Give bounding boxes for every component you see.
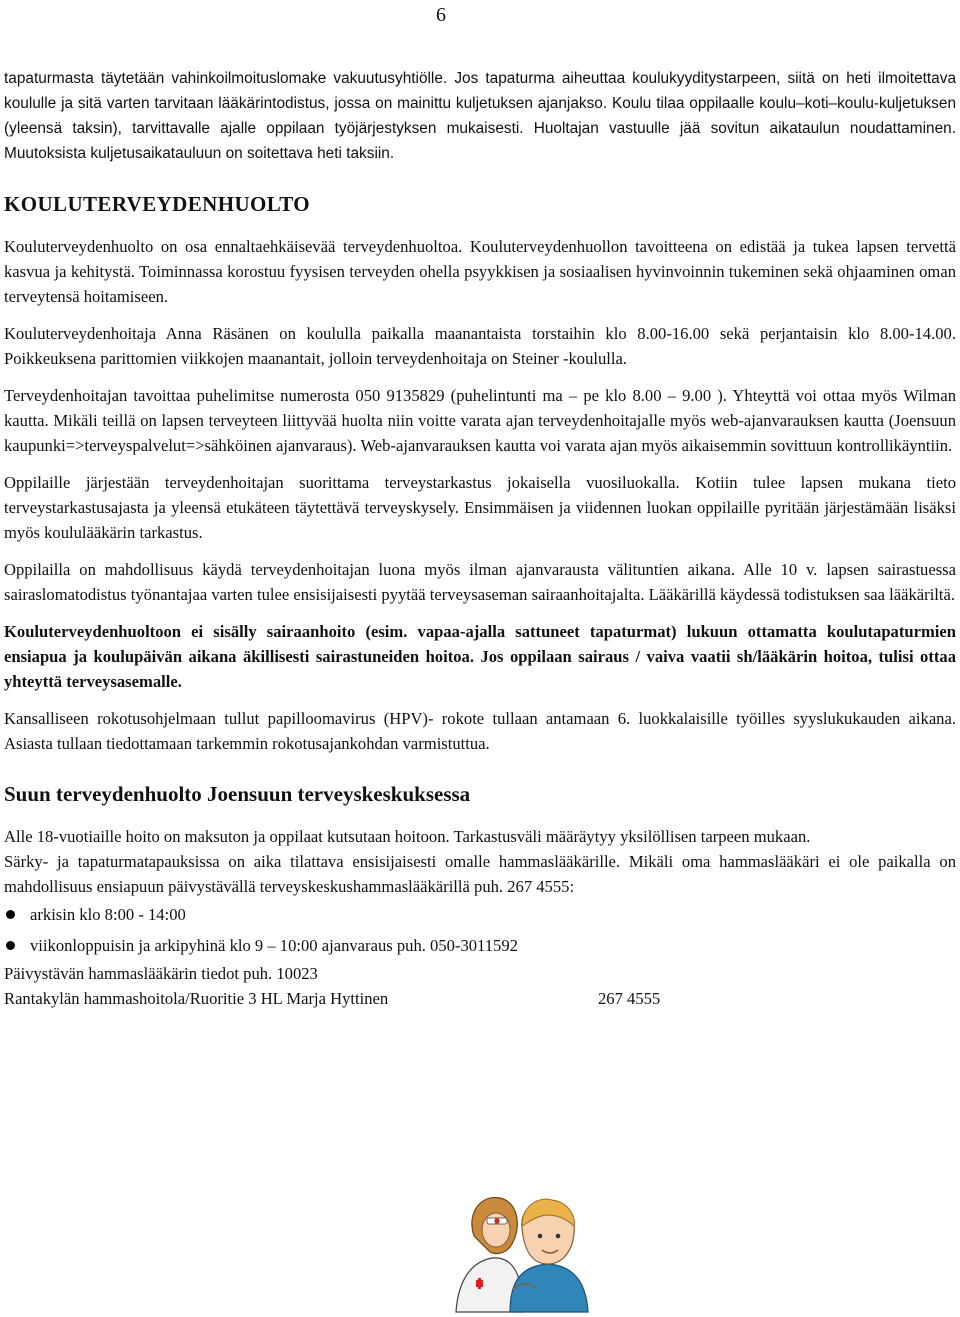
nurse-and-child-illustration (452, 1192, 592, 1314)
paragraph: Oppilaille järjestään terveydenhoitajan suorittama terveystarkastus jokaisella vuosiluokalla. Kotiin tulee lapsen mukana tieto terveystarkastusajasta ja yleensä etukäteen täytettävä terveyskysely. Ensimmäisen ja viidennen luokan oppilaille pyritään järjestämään lisäksi myös koululääkärin tarkastus. (4, 473, 956, 542)
paragraph: Terveydenhoitajan tavoittaa puhelimitse numerosta 050 9135829 (puhelintunti ma – pe klo 8.00 – 9.00 ). Yhteyttä voi ottaa myös Wilman kautta. Mikäli teillä on lapsen terveyteen liittyvää huolta niin voitte varata ajan terveydenhoitajalle myös web-ajanvarauksen kautta (Joensuun kaupunki=>terveyspalvelut=>sähköinen ajanvaraus). Web-ajanvarauksen kautta voi varata ajan myös aikaisemmin sovittuun kontrollikäyntiin. (4, 386, 956, 455)
paragraph: Alle 18-vuotiaille hoito on maksuton ja oppilaat kutsutaan hoitoon. Tarkastusväli määräytyy yksilöllisen tarpeen mukaan. (4, 827, 811, 846)
list-item: viikonloppuisin ja arkipyhinä klo 9 – 10:00 ajanvaraus puh. 050-3011592 (4, 930, 956, 961)
paragraph: Päivystävän hammaslääkärin tiedot puh. 10023 (4, 964, 318, 983)
contact-row (4, 986, 956, 1011)
list-item: arkisin klo 8:00 - 14:00 (4, 899, 956, 930)
intro-paragraph: tapaturmasta täytetään vahinkoilmoituslomake vakuutusyhtiölle. Jos tapaturma aiheuttaa koulukyyditystarpeen, siitä on heti ilmoitettava koululle ja sitä varten tarvitaan lääkärintodistus, jossa on mainittu kuljetuksen ajanjakso. Koulu tilaa oppilaalle koulu–koti–koulu-kuljetuksen (yleensä taksin), tarvittavalle ajalle oppilaan työjärjestyksen mukaisesti. Huoltajan vastuulle jää sovitun aikataulun noudattaminen. Muutoksista kuljetusaikatauluun on soitettava heti taksiin. (4, 70, 956, 162)
contact-name: Rantakylän hammashoitola/Ruoritie 3 HL Marja Hyttinen (4, 989, 389, 1008)
bullet-icon (6, 941, 15, 950)
paragraph: Kouluterveydenhoitaja Anna Räsänen on koululla paikalla maanantaista torstaihin klo 8.00-16.00 sekä perjantaisin klo 8.00-14.00. Poikkeuksena parittomien viikkojen maanantait, jolloin terveydenhoitaja on Steiner -koululla. (4, 324, 956, 368)
document-body (4, 66, 956, 1011)
paragraph: Oppilailla on mahdollisuus käydä terveydenhoitajan luona myös ilman ajanvarausta välituntien aikana. Alle 10 v. lapsen sairastuessa sairaslomatodistus työnantajaa varten tulee ensisijaisesti pyytää terveysaseman sairaanhoitajalta. Lääkärillä käydessä todistuksen saa lääkäriltä. (4, 560, 956, 604)
paragraph: Kansalliseen rokotusohjelmaan tullut papilloomavirus (HPV)- rokote tullaan antamaan 6. luokkalaisille työilles syyslukukauden aikana. Asiasta tullaan tiedottamaan tarkemmin rokotusajankohdan varmistuttua. (4, 709, 956, 753)
paragraph: Särky- ja tapaturmatapauksissa on aika tilattava ensisijaisesti omalle hammaslääkärille. Mikäli oma hammaslääkäri ei ole paikalla on mahdollisuus ensiapuun päivystävällä terveyskeskushammaslääkärillä puh. 267 4555: (4, 852, 956, 896)
page-number: 6 (436, 4, 446, 26)
paragraph: Kouluterveydenhuolto on osa ennaltaehkäisevää terveydenhuoltoa. Kouluterveydenhuollon tavoitteena on edistää ja tukea lapsen tervettä kasvua ja kehitystä. Toiminnassa korostuu fyysisen terveyden ohella psyykkisen ja sosiaalisen hyvinvoinnin tukeminen sekä ohjaaminen oman terveytensä hoitamiseen. (4, 237, 956, 306)
hours-list (4, 899, 956, 961)
section-heading-suun-terveydenhuolto: Suun terveydenhuolto Joensuun terveyskeskuksessa (4, 782, 471, 806)
section-heading-kouluterveydenhuolto: KOULUTERVEYDENHUOLTO (4, 192, 310, 216)
bold-notice: Kouluterveydenhuoltoon ei sisälly sairaanhoito (esim. vapaa-ajalla sattuneet tapaturmat) lukuun ottamatta koulutapaturmien ensiapua ja koulupäivän aikana äkillisesti sairastuneiden hoitoa. Jos oppilaan sairaus / vaiva vaatii sh/lääkärin hoitoa, tulisi ottaa yhteyttä terveysasemalle. (4, 622, 956, 691)
bullet-icon (6, 910, 15, 919)
contact-phone: 267 4555 (598, 989, 661, 1008)
